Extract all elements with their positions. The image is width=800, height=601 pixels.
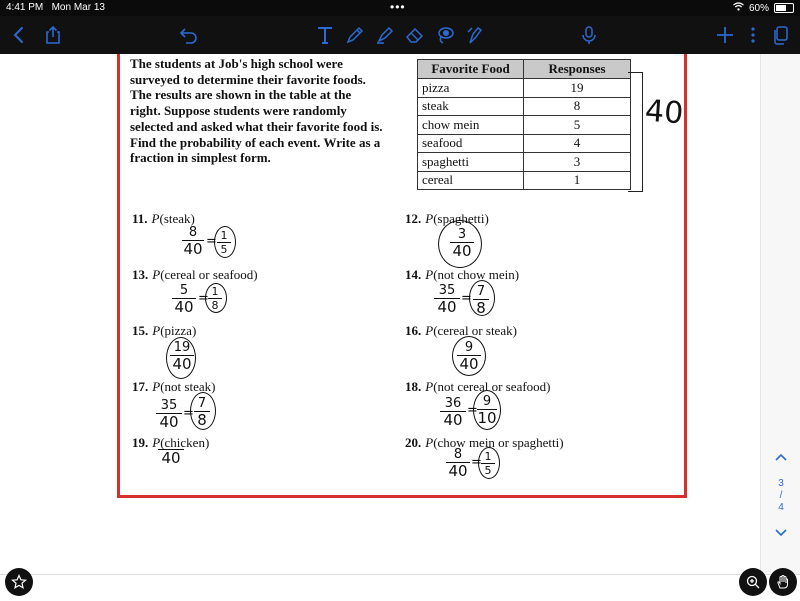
table-row: [418, 116, 631, 135]
answer-circle: [469, 280, 495, 316]
handwritten-bracket: [628, 72, 643, 192]
responses-cell: 4: [524, 134, 631, 153]
pages-icon[interactable]: [768, 22, 794, 48]
responses-cell: 5: [524, 116, 631, 135]
share-icon[interactable]: [40, 22, 66, 48]
favorite-food-table: [417, 59, 631, 190]
instructions-text: The students at Job's high school were surveyed to determine their favorite foods. The results are shown in the table at the right. Suppose students were randomly selected and asked what their favorite food is. Find the probability of each event. Write as a fraction in simplest form.: [130, 56, 383, 166]
question-15: 15. P(pizza): [132, 323, 197, 338]
answer-circle: [205, 283, 227, 313]
star-icon[interactable]: [5, 568, 33, 596]
responses-cell: 19: [524, 79, 631, 98]
equals-sign: =: [471, 455, 482, 470]
question-20: 20. P(chow mein or spaghetti): [405, 435, 564, 450]
plus-icon[interactable]: [712, 22, 738, 48]
status-right: [733, 2, 794, 14]
table-row: [418, 153, 631, 172]
handwritten-total: 40: [643, 93, 685, 132]
answer-11-simplified: 1 5: [217, 230, 231, 255]
table-header-responses: Responses: [524, 60, 631, 79]
answer-20-fraction: 8 40: [446, 448, 470, 479]
page-indicator: 3 / 4: [778, 478, 784, 513]
wifi-icon: [733, 2, 744, 14]
question-16: 16. P(cereal or steak): [405, 323, 517, 338]
hand-icon[interactable]: [769, 568, 797, 596]
equals-sign: =: [183, 406, 194, 421]
question-19: 19. P(chicken): [132, 435, 210, 450]
worksheet: [117, 54, 687, 498]
question-13: 13. P(cereal or seafood): [132, 267, 258, 282]
answer-17-fraction: 35 40: [156, 399, 182, 430]
answer-20-simplified: 1 5: [481, 451, 495, 476]
answer-16-fraction: 9 40: [457, 341, 481, 372]
pen-icon[interactable]: [342, 22, 368, 48]
food-cell: steak: [418, 97, 524, 116]
answer-17-simplified: 7 8: [194, 397, 210, 428]
food-cell: chow mein: [418, 116, 524, 135]
answer-14-fraction: 35 40: [434, 284, 460, 315]
answer-circle: [214, 226, 236, 258]
chevron-up-icon[interactable]: [771, 450, 791, 464]
answer-15-fraction: 19 40: [170, 341, 194, 372]
more-icon[interactable]: [740, 22, 766, 48]
status-bar: [0, 0, 800, 16]
answer-circle: [190, 392, 216, 430]
answer-circle: [166, 337, 196, 379]
question-12: 12. P(spaghetti): [405, 211, 489, 226]
status-time-date: 4:41 PM Mon Mar 13: [6, 2, 105, 13]
table-row: [418, 134, 631, 153]
food-cell: spaghetti: [418, 153, 524, 172]
equals-sign: =: [461, 291, 472, 306]
table-row: [418, 97, 631, 116]
answer-13-simplified: 1 8: [208, 286, 222, 311]
food-cell: seafood: [418, 134, 524, 153]
highlighter-icon[interactable]: [372, 22, 398, 48]
responses-cell: 3: [524, 153, 631, 172]
answer-12-fraction: 3 40: [450, 228, 474, 259]
toolbar: [0, 16, 800, 54]
table-row: [418, 79, 631, 98]
equals-sign: =: [467, 403, 478, 418]
text-tool-icon[interactable]: [312, 22, 338, 48]
zoom-in-icon[interactable]: [739, 568, 767, 596]
answer-circle: [473, 390, 501, 430]
responses-cell: 8: [524, 97, 631, 116]
eraser-icon[interactable]: [402, 22, 428, 48]
answer-13-fraction: 5 40: [172, 284, 196, 315]
responses-cell: 1: [524, 171, 631, 190]
answer-11-fraction: 8 40: [183, 225, 203, 258]
food-cell: pizza: [418, 79, 524, 98]
shapes-icon[interactable]: [462, 22, 488, 48]
answer-circle: [478, 447, 500, 479]
question-18: 18. P(not cereal or seafood): [405, 379, 551, 394]
chevron-left-icon[interactable]: [6, 22, 32, 48]
question-11: 11. P(steak): [132, 211, 195, 226]
answer-18-fraction: 36 40: [440, 397, 466, 428]
food-cell: cereal: [418, 171, 524, 190]
battery-icon: [774, 3, 794, 13]
bottom-bar: [0, 574, 800, 601]
question-17: 17. P(not steak): [132, 379, 216, 394]
page-navigator: [760, 54, 800, 574]
lasso-icon[interactable]: [432, 22, 458, 48]
equals-sign: =: [206, 234, 217, 249]
table-row: [418, 171, 631, 190]
battery-percent: 60%: [748, 2, 769, 14]
question-14: 14. P(not chow mein): [405, 267, 520, 282]
microphone-icon[interactable]: [576, 22, 602, 48]
answer-18-simplified: 9 10: [477, 394, 497, 427]
answer-19-fraction: 40: [158, 448, 184, 466]
answer-14-simplified: 7 8: [473, 285, 489, 316]
answer-circle: [438, 220, 482, 268]
undo-icon[interactable]: [176, 22, 202, 48]
multitask-dots[interactable]: •••: [390, 0, 406, 14]
answer-circle: [452, 336, 486, 376]
chevron-down-icon[interactable]: [771, 526, 791, 540]
equals-sign: =: [198, 291, 209, 306]
table-header-food: Favorite Food: [418, 60, 524, 79]
